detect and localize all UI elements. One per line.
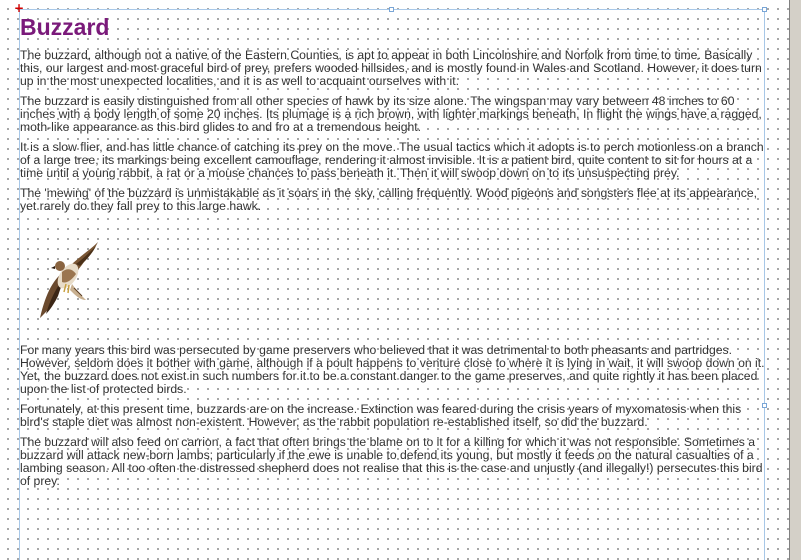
buzzard-bird-icon — [36, 230, 100, 330]
anchor-marker-icon[interactable]: + — [14, 1, 25, 15]
paragraph-1: The buzzard, although not a native of the Eastern Counties, is apt to appear in both Lincolnshire and Norfolk from time to time. Basically this, our largest and most graceful bird of prey, prefers wooded hillsides, and is mostly found in Wales and Scotland. However, it does turn up in the most unexpected localities, and it is as well to acquaint ourselves with it. — [20, 48, 762, 88]
paragraph-6: Fortunately, at this present time, buzzards are on the increase. Extinction was feared during the crisis years of myxomatosis when this bird's staple diet was almost non-existent. However, as the rabbit population re-established itself, so did the buzzard. — [20, 402, 742, 429]
text-frame[interactable] — [20, 14, 765, 495]
document-title: Buzzard — [20, 14, 110, 40]
window-edge-scrollbar[interactable] — [789, 0, 801, 560]
buzzard-illustration[interactable] — [20, 220, 765, 340]
resize-handle-top-right[interactable] — [762, 7, 767, 12]
paragraph-7: The buzzard will also feed on carrion, a fact that often brings the blame on to it for a killing for which it was not responsible. Sometimes a buzzard will attack new-born lambs; particularly if the ewe is unable to defend its young, but mostly it feeds on the natural casualties of a lambing season. All too often the distressed shepherd does not realise that this is the case and unjustly (and illegally!) persecutes this bird of prey. — [20, 435, 763, 488]
paragraph-5: For many years this bird was persecuted by game preservers who believed that it was detrimental to both pheasants and partridges. However, seldom does it bother with game, although if a poult happens to venture close to where it is lying in wait, it will swoop down on it. Yet, the buzzard does not exist in such numbers for it to be a constant danger to the game preserves, and quite rightly it has been placed upon the list of protected birds. — [20, 343, 765, 396]
paragraph-3: It is a slow flier, and has little chance of catching its prey on the move. The usual tactics which it adopts is to perch motionless on a branch of a large tree, its markings being excellent camouflage, rendering it almost invisible. It is a patient bird, quite content to sit for hours at a time until a young rabbit, a rat or a mouse chances to pass beneath it. Then it will swoop down on to its unsuspecting prey. — [20, 140, 764, 180]
resize-handle-top[interactable] — [389, 7, 394, 12]
paragraph-4: The 'mewing' of the buzzard is unmistakable as it soars in the sky, calling frequently. Wood pigeons and songsters flee at its appearance, yet rarely do they fall prey to this large hawk. — [20, 186, 757, 213]
paragraph-2: The buzzard is easily distinguished from all other species of hawk by its size alone. The wingspan may vary between 48 inches to 60 inches with a body length of some 20 inches. Its plumage is a rich brown, with lighter markings beneath. In flight the wings have a ragged, moth-like appearance as this bird glides to and fro at a tremendous height. — [20, 94, 762, 134]
